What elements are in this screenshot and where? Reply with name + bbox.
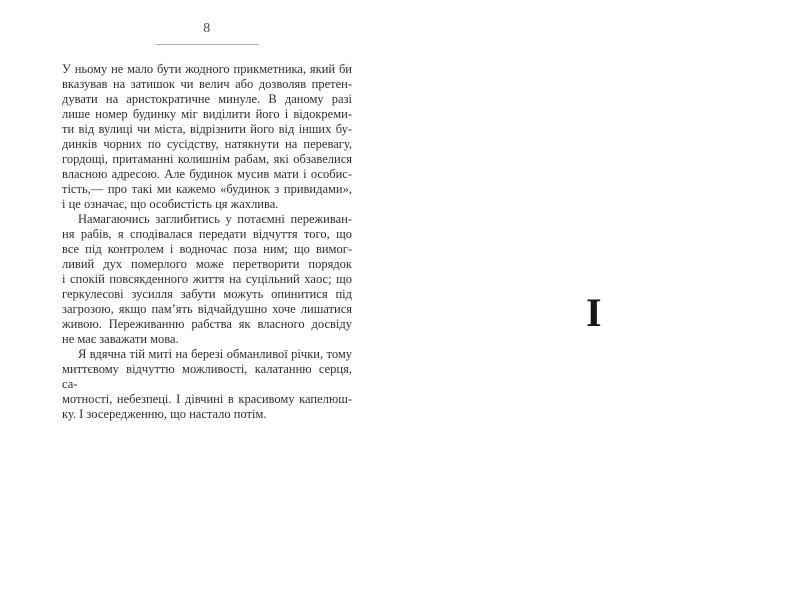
text-line: мотності, небезпеці. І дівчині в красивому капелюш-: [62, 392, 352, 406]
text-line: загрозою, якщо пам’ять відчайдушно хоче лишатися: [62, 302, 352, 316]
paragraph: [62, 62, 352, 212]
text-line: ти від вулиці чи міста, відрізнити його від інших бу-: [62, 122, 352, 136]
text-line: і це означає, що особистість ця жахлива.: [62, 197, 279, 211]
text-line: не має заважати мова.: [62, 332, 179, 346]
left-page: [62, 22, 352, 422]
text-line: лише номер будинку міг виділити його і відокреми-: [62, 107, 352, 121]
text-line: миттєвому відчуттю можливості, калатанню серця, са-: [62, 362, 352, 391]
header-rule-divider: [156, 44, 259, 45]
text-line: живою. Переживанню рабства як власного досвіду: [62, 317, 352, 331]
text-line: і спокій повсякденного життя на суцільний хаос; що: [62, 272, 352, 286]
text-line: тість,— про такі ми кажемо «будинок з привидами»,: [62, 182, 352, 196]
text-line: динків чорних по сусідству, натякнути на перевагу,: [62, 137, 352, 151]
text-line: ня рабів, я сподівалася передати відчуття того, що: [62, 227, 352, 241]
text-line: геркулесові зусилля забути можуть опинитися під: [62, 287, 352, 301]
text-line: Я вдячна тій миті на березі обманливої річки, тому: [78, 347, 352, 361]
paragraph: [62, 212, 352, 347]
text-line: ку. І зосередженню, що настало потім.: [62, 407, 267, 421]
text-line: ливий дух померлого може перетворити порядок: [62, 257, 352, 271]
text-line: дувати на аристократичне минуле. В даному разі: [62, 92, 352, 106]
paragraph: [62, 347, 352, 422]
text-line: все під контролем і водночас поза ним; що вимог-: [62, 242, 352, 256]
text-line: У ньому не мало бути жодного прикметника, який би: [62, 62, 352, 76]
text-line: вказував на затишок чи велич або дозволяв претен-: [62, 77, 352, 91]
text-line: власною адресою. Але будинок мусив мати і особис-: [62, 167, 352, 181]
page-number: 8: [203, 21, 211, 36]
text-line: Намагаючись заглибитись у потаємні переживан-: [78, 212, 352, 226]
text-line: гордощі, притаманні колишнім рабам, які обзавелися: [62, 152, 352, 166]
page-text: [62, 62, 352, 422]
chapter-numeral: I: [586, 290, 602, 335]
page-header: [62, 22, 352, 45]
